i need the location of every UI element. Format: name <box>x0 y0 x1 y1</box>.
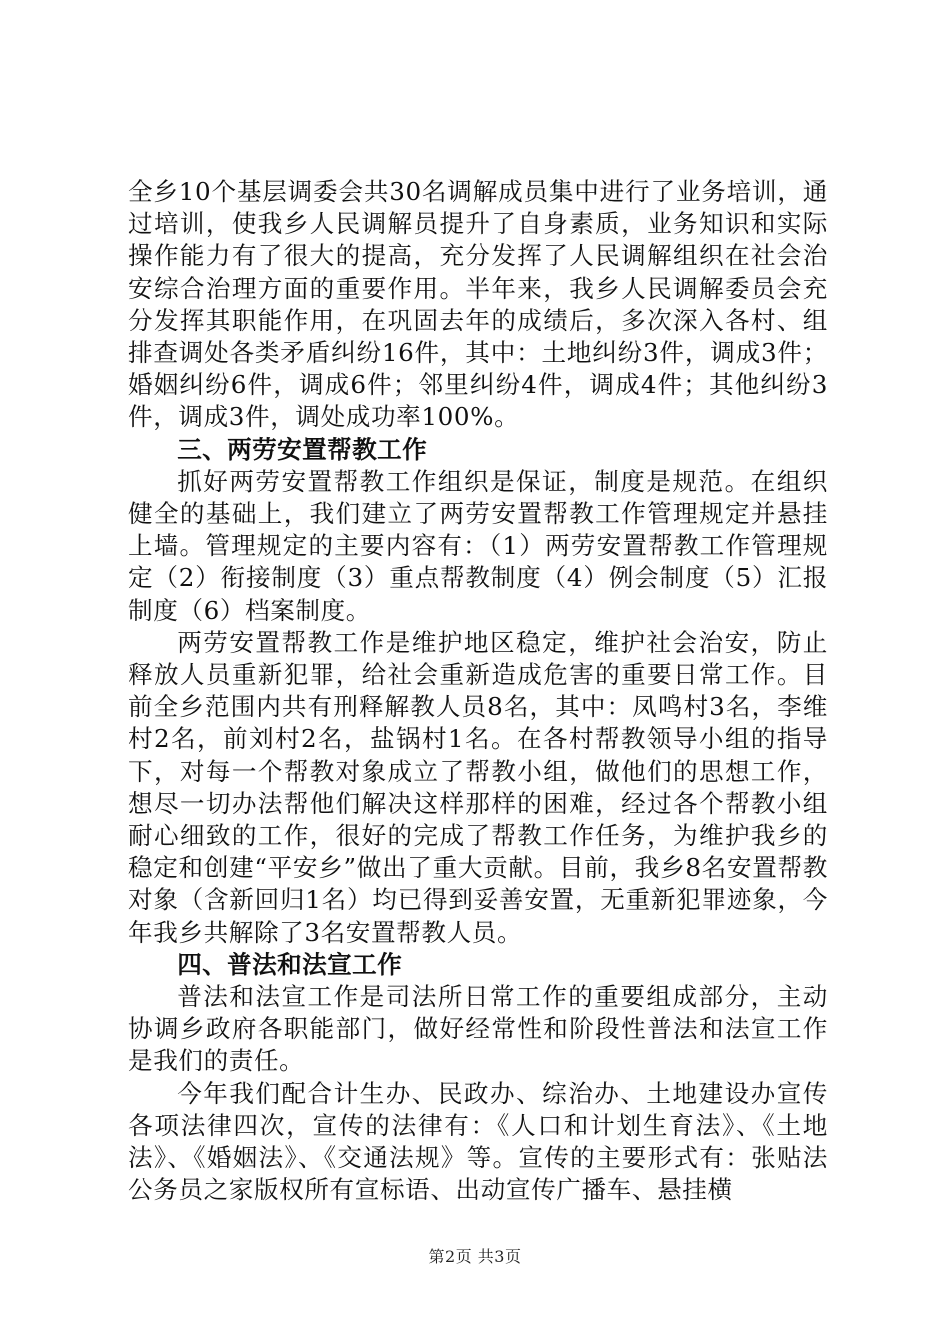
section-heading: 四、普法和法宣工作 <box>177 949 403 979</box>
body-paragraph: 两劳安置帮教工作是维护地区稳定，维护社会治安，防止释放人员重新犯罪，给社会重新造成危害的重要日常工作。目前全乡范围内共有刑释解教人员8名，其中：凤鸣村3名，李维村2名，前刘村2名，盐锅村1名。在各村帮教领导小组的指导下，对每一个帮教对象成立了帮教小组，做他们的思想工作，想尽一切办法帮他们解决这样那样的困难，经过各个帮教小组耐心细致的工作，很好的完成了帮教工作任务，为维护我乡的稳定和创建“平安乡”做出了重大贡献。目前，我乡8名安置帮教对象（含新回归1名）均已得到妥善安置，无重新犯罪迹象，今年我乡共解除了3名安置帮教人员。 <box>128 627 828 947</box>
body-paragraph: 抓好两劳安置帮教工作组织是保证，制度是规范。在组织健全的基础上，我们建立了两劳安置帮教工作管理规定并悬挂上墙。管理规定的主要内容有：（1）两劳安置帮教工作管理规定（2）衔接制度（3）重点帮教制度（4）例会制度（5）汇报制度（6）档案制度。 <box>128 466 828 625</box>
body-paragraph: 全乡10个基层调委会共30名调解成员集中进行了业务培训，通过培训，使我乡人民调解员提升了自身素质，业务知识和实际操作能力有了很大的提高，充分发挥了人民调解组织在社会治安综合治理方面的重要作用。半年来，我乡人民调解委员会充分发挥其职能作用，在巩固去年的成绩后，多次深入各村、组排查调处各类矛盾纠纷16件，其中：土地纠纷3件，调成3件；婚姻纠纷6件，调成6件；邻里纠纷4件，调成4件；其他纠纷3件，调成3件，调处成功率100%。 <box>128 177 828 432</box>
body-paragraph: 今年我们配合计生办、民政办、综治办、土地建设办宣传各项法律四次，宣传的法律有：《人口和计划生育法》、《土地法》、《婚姻法》、《交通法规》等。宣传的主要形式有：张贴法公务员之家版权所有宣标语、出动宣传广播车、悬挂横 <box>128 1078 828 1205</box>
page-number-footer: 第2页 共3页 <box>428 1247 522 1266</box>
section-heading: 三、两劳安置帮教工作 <box>177 434 428 464</box>
document-body <box>128 176 828 1207</box>
body-paragraph: 普法和法宣工作是司法所日常工作的重要组成部分，主动协调乡政府各职能部门，做好经常性和阶段性普法和法宣工作是我们的责任。 <box>128 982 828 1076</box>
